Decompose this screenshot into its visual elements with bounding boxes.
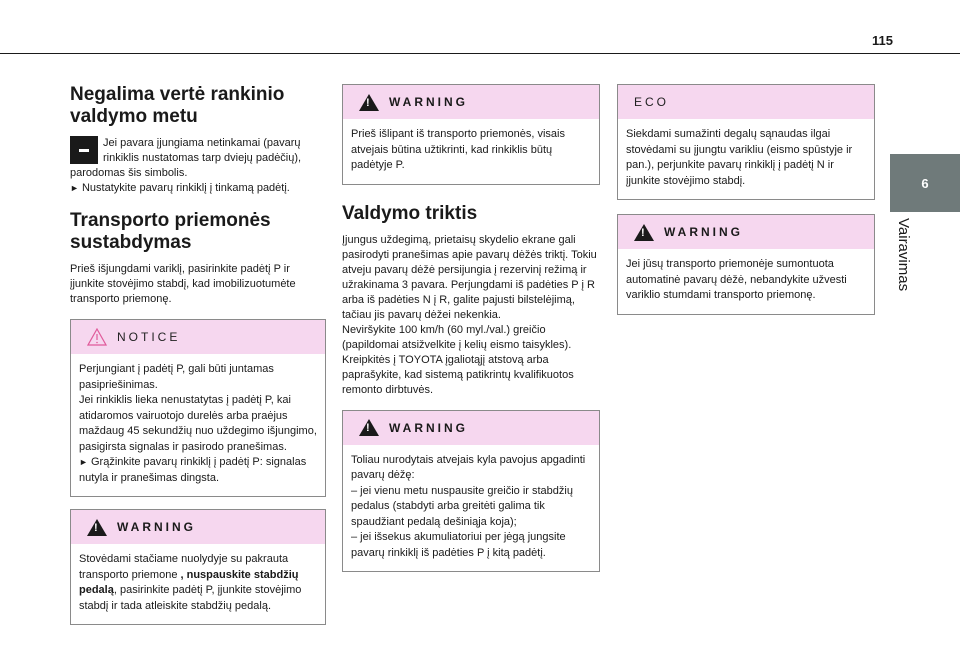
warning-body <box>343 445 599 572</box>
warning-triangle-icon <box>634 224 654 241</box>
eco-box <box>617 84 875 200</box>
notice-box <box>70 319 326 497</box>
warning-title: WARNING <box>389 95 468 109</box>
stopping-text: Prieš išjungdami variklį, pasirinkite padėtį P ir įjunkite stovėjimo stabdį, kad imobilizuotumėte transporto priemonę. <box>70 263 296 305</box>
warning-slope-text <box>79 552 317 614</box>
warning-triangle-icon <box>359 419 379 436</box>
chapter-label: Vairavimas <box>895 218 912 292</box>
warning-title: WARNING <box>389 420 468 435</box>
warning-text-a: Stovėdami stačiame nuolydyje su pakrauta transporto priemone <box>79 553 289 581</box>
warning-damage-line-3: – jei išsekus akumuliatoriui per jėgą jungsite pavarų rinkiklį iš padėties P į kitą padėtį. <box>351 531 566 559</box>
warning-text-b: , nuspauskite stabdžių pedalą <box>79 568 299 596</box>
warning-box-slope <box>70 509 326 625</box>
notice-triangle-icon <box>87 328 107 346</box>
warning-header <box>343 411 599 445</box>
warning-damage-line-1: Toliau nurodytais atvejais kyla pavojus apgadinti pavarų dėžę: <box>351 453 586 481</box>
warning-box-push-start <box>617 214 875 315</box>
warning-triangle-icon <box>359 94 379 111</box>
heading-stopping: Transporto priemonės sustabdymas <box>70 210 271 253</box>
chapter-label-wrap <box>892 218 914 328</box>
warning-push-start-text: Jei jūsų transporto priemonėje sumontuota automatinė pavarų dėžė, nebandykite užvesti variklio stumdami transporto priemonę. <box>626 258 847 301</box>
warning-box-exit <box>342 84 600 185</box>
warning-body <box>343 119 599 184</box>
notice-bullet-text: Grąžinkite pavarų rinkiklį į padėtį P: signalas nutyla ir pranešimas dingsta. <box>79 456 307 484</box>
column-2 <box>342 84 600 572</box>
warning-body <box>71 544 325 624</box>
bullet-arrow-icon: ► <box>70 183 79 193</box>
column-3 <box>617 84 875 315</box>
eco-text: Siekdami sumažinti degalų sąnaudas ilgai stovėdami su įjungtu varikliu (eismo spūstyje ir pan.), perjunkite pavarų rinkiklį į padėtį N ir įjunkite stovėjimo stabdį. <box>626 128 853 187</box>
notice-bullet <box>79 455 317 486</box>
notice-header <box>71 320 325 354</box>
eco-title: ECO <box>634 95 670 109</box>
malfunction-text-3: Kreipkitės į TOYOTA įgaliotąjį atstovą arba paprašykite, kad sistemą patikrintų kvalifikuotos remonto dirbtuvės. <box>342 353 574 396</box>
warning-triangle-icon <box>87 519 107 536</box>
malfunction-text-1: Įjungus uždegimą, prietaisų skydelio ekrane gali pasirodyti pranešimas apie pavarų dėžės triktį. Tokiu atveju pavarų dėžė persijungia į rezervinį režimą ir užrakinama 3 pavara. Perjungdami iš padėties P į R arba iš padėties N į R, galite pajusti bilstelėjimą, tačiau jis pavarų dėžei nekenkia. <box>342 233 597 321</box>
eco-body <box>618 119 874 199</box>
column-1 <box>70 84 326 625</box>
warning-exit-text: Prieš išlipant iš transporto priemonės, visais atvejais būtina užtikrinti, kad rinkiklis būtų padėtyje P. <box>351 128 565 171</box>
header-rule <box>0 53 960 54</box>
notice-line-1: Perjungiant į padėtį P, gali būti juntamas pasipriešinimas. <box>79 363 274 391</box>
warning-damage-line-2: – jei vienu metu nuspausite greičio ir stabdžių pedalus (stabdyti arba greitėti galima tik spaudžiant pedalą dešiniąja koja); <box>351 484 573 528</box>
warning-body <box>618 249 874 314</box>
warning-title: WARNING <box>664 225 743 239</box>
warning-header <box>618 215 874 249</box>
warning-header <box>343 85 599 119</box>
warning-title: WARNING <box>117 520 196 534</box>
gear-fault-icon <box>70 136 98 164</box>
section-manual-mode <box>70 136 326 196</box>
malfunction-text-2: Neviršykite 100 km/h (60 myl./val.) greičio (papildomai atsižvelkite į kelių eismo taisykles). <box>342 323 572 351</box>
bullet-arrow-icon: ► <box>79 457 88 467</box>
page-number: 115 <box>872 33 893 48</box>
notice-body <box>71 354 325 496</box>
heading-manual-mode: Negalima vertė rankinio valdymo metu <box>70 84 285 127</box>
chapter-tab[interactable]: 6 <box>890 154 960 212</box>
notice-title: NOTICE <box>117 330 181 344</box>
notice-line-2: Jei rinkiklis lieka nenustatytas į padėtį P, kai atidaromos vairuotojo durelės arba praėjus maždaug 45 sekundžių nuo uždegimo išjungimo, pasigirsta signalas ir pasirodo pranešimas. <box>79 394 317 453</box>
warning-header <box>71 510 325 544</box>
manual-mode-bullet-text: Nustatykite pavarų rinkiklį į tinkamą padėtį. <box>81 182 290 194</box>
warning-box-damage <box>342 410 600 573</box>
eco-header <box>618 85 874 119</box>
manual-mode-text: Jei pavara įjungiama netinkamai (pavarų rinkiklis nustatomas tarp dviejų padėčių), parodomas šis simbolis. <box>70 137 302 179</box>
manual-mode-bullet <box>70 181 326 196</box>
heading-malfunction: Valdymo triktis <box>342 202 478 224</box>
warning-text-c: , pasirinkite padėtį P, įjunkite stovėjimo stabdį ir tada atleiskite stabdžių pedalą. <box>79 584 302 612</box>
